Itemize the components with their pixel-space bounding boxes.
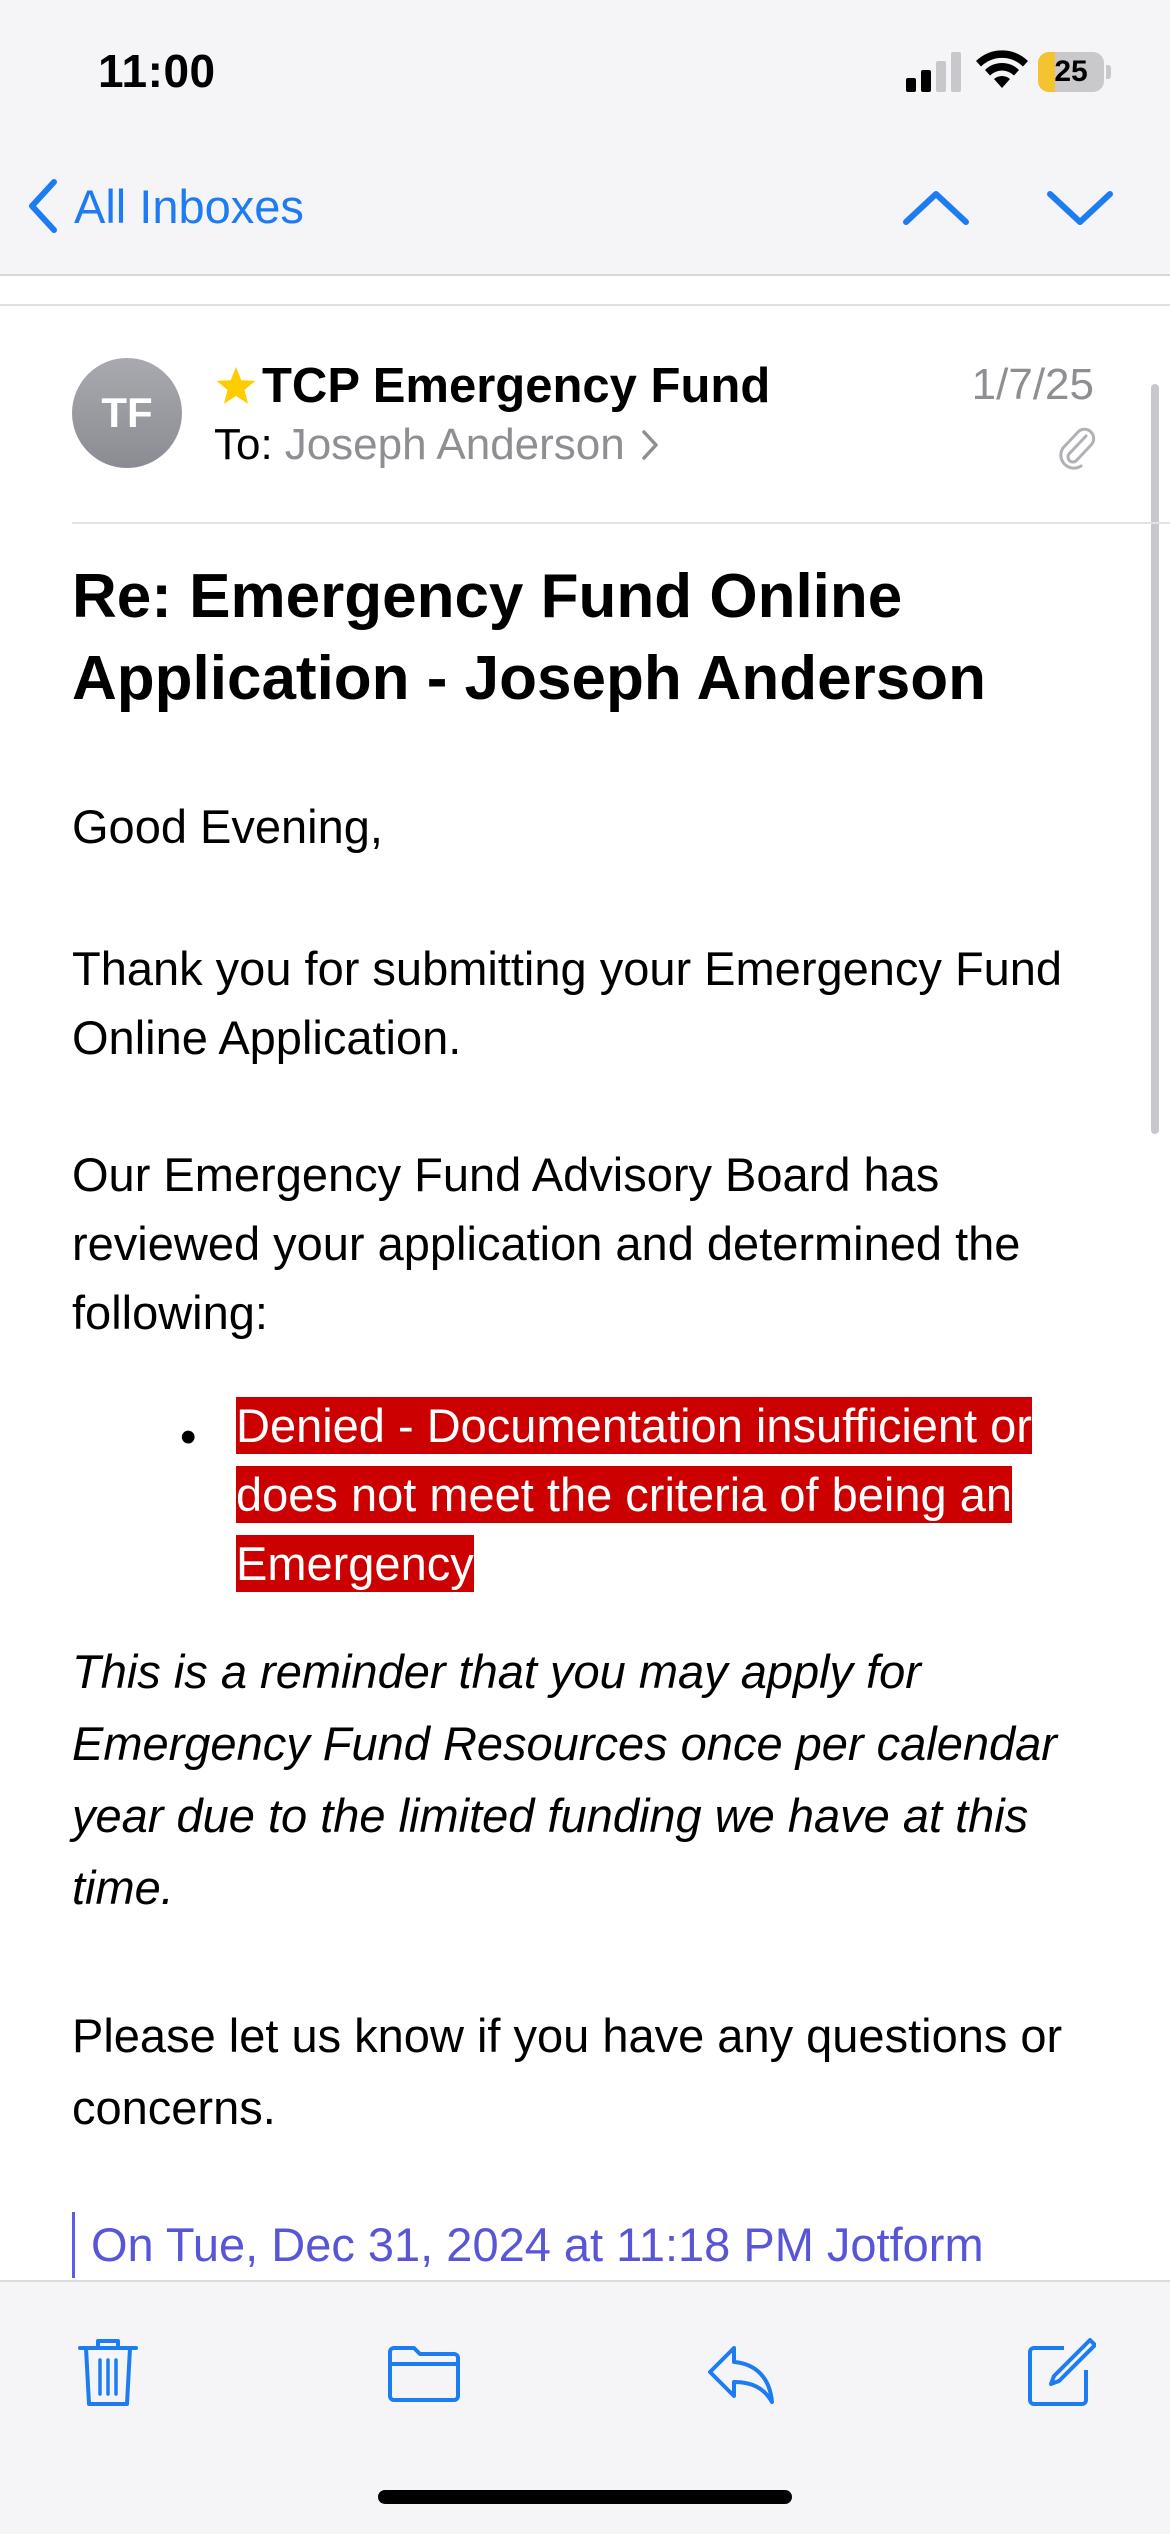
navigation-bar xyxy=(0,150,1170,276)
compose-icon[interactable] xyxy=(1024,2334,1096,2410)
chevron-left-icon xyxy=(24,176,64,236)
decision-text: Denied - Documentation insufficient or does not meet the criteria of being an Emergency xyxy=(236,1399,1032,1590)
reminder-text: This is a reminder that you may apply for Emergency Fund Resources once per calendar year due to the limited funding we have at this time. xyxy=(72,1645,1057,1914)
back-button[interactable] xyxy=(24,176,304,236)
recipient-row[interactable] xyxy=(214,420,661,470)
next-message-button[interactable] xyxy=(1044,180,1116,236)
battery-icon xyxy=(1038,52,1112,92)
status-bar xyxy=(0,0,1170,150)
star-icon xyxy=(214,364,258,408)
folder-icon[interactable] xyxy=(386,2334,462,2410)
paragraph-thanks: Thank you for submitting your Emergency Fund Online Application. xyxy=(72,942,1063,1064)
paragraph-review: Our Emergency Fund Advisory Board has reviewed your application and determined the following: xyxy=(72,1148,1021,1339)
scrollbar[interactable] xyxy=(1151,384,1159,1134)
reply-icon[interactable] xyxy=(704,2334,776,2410)
sender-row[interactable] xyxy=(214,354,770,418)
sender-name: TCP Emergency Fund xyxy=(262,359,771,413)
battery-level: 25 xyxy=(1054,55,1088,88)
wifi-icon xyxy=(974,48,1030,92)
cellular-signal-icon xyxy=(904,52,964,92)
trash-icon[interactable] xyxy=(72,2334,144,2410)
message-date: 1/7/25 xyxy=(971,360,1094,409)
previous-message-button[interactable] xyxy=(900,180,972,236)
paperclip-icon xyxy=(1056,424,1096,470)
back-label: All Inboxes xyxy=(74,179,304,233)
email-subject: Re: Emergency Fund Online Application - Joseph Anderson xyxy=(72,562,986,713)
to-label: To: xyxy=(214,420,273,469)
sender-avatar[interactable]: TF xyxy=(72,358,182,468)
home-indicator[interactable] xyxy=(378,2490,792,2504)
greeting: Good Evening, xyxy=(72,800,383,853)
bullet-dot: • xyxy=(180,1410,197,1463)
message-header-divider xyxy=(72,522,1170,524)
recipient-name: Joseph Anderson xyxy=(284,420,625,469)
quoted-message-header[interactable]: On Tue, Dec 31, 2024 at 11:18 PM Jotform xyxy=(72,2212,984,2278)
header-divider xyxy=(0,304,1170,306)
decision-item xyxy=(236,1391,1096,1598)
chevron-right-icon xyxy=(639,428,661,462)
closing-text: Please let us know if you have any questions or concerns. xyxy=(72,2009,1063,2134)
status-time: 11:00 xyxy=(98,45,216,97)
